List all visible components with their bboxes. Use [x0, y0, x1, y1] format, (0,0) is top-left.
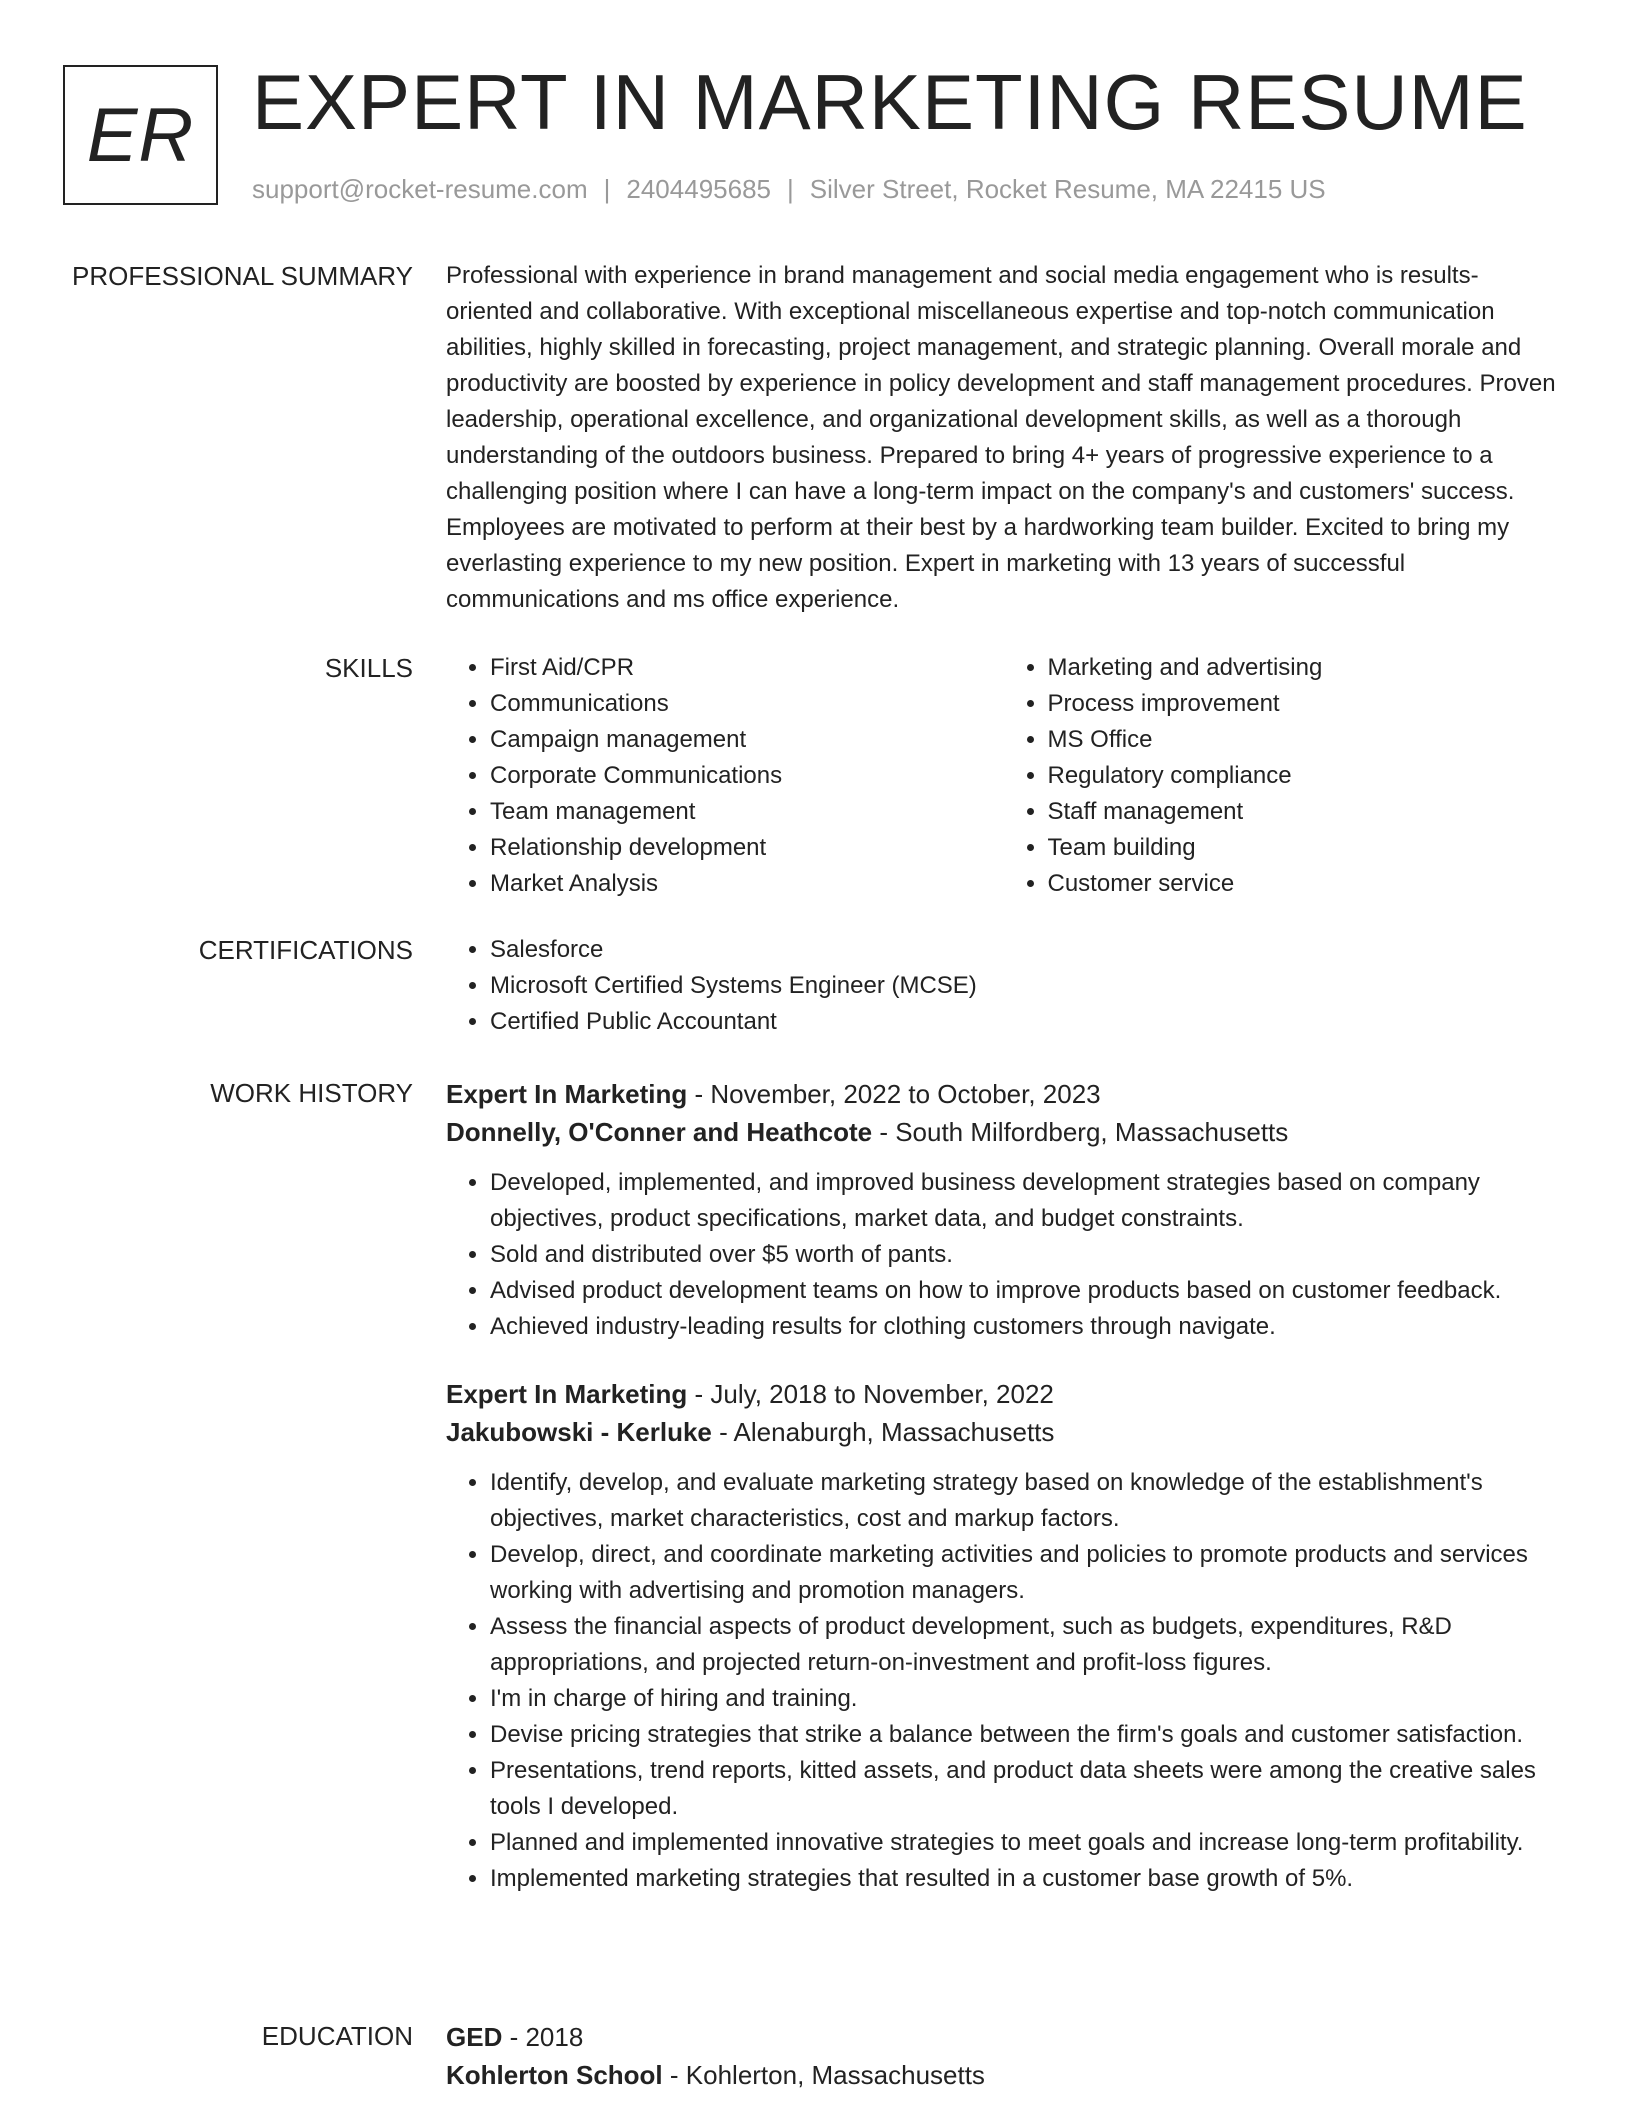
job-dates: - November, 2022 to October, 2023: [687, 1079, 1101, 1109]
skill-item: • Campaign management: [490, 722, 1004, 758]
job-company-line: [446, 1113, 1561, 1151]
certifications-heading: CERTIFICATIONS: [198, 935, 413, 965]
skills-list-right: [1004, 650, 1562, 902]
monogram-initials: ER: [86, 92, 195, 178]
education-degree-line: [446, 2018, 1561, 2056]
job-dates: - July, 2018 to November, 2022: [687, 1379, 1054, 1409]
education-body: [446, 2018, 1561, 2094]
skill-item: • Corporate Communications: [490, 758, 1004, 794]
resume-title: EXPERT IN MARKETING RESUME: [252, 58, 1528, 146]
skill-item: • Team building: [1048, 830, 1562, 866]
job-location: - Alenaburgh, Massachusetts: [711, 1417, 1055, 1447]
summary-body: [446, 258, 1561, 618]
contact-line: [252, 174, 1326, 205]
certification-item: • Certified Public Accountant: [490, 1004, 1561, 1040]
job-duty-item: • Achieved industry-leading results for clothing customers through navigate.: [490, 1309, 1561, 1345]
contact-separator: |: [787, 174, 794, 204]
job-duties-list: [446, 1465, 1561, 1897]
education-year: - 2018: [502, 2022, 584, 2052]
job-duty-item: • Assess the financial aspects of product development, such as budgets, expenditures, R&D appropriations, and projected return-on-investment and profit-loss figures.: [490, 1609, 1561, 1681]
skill-item: • MS Office: [1048, 722, 1562, 758]
certifications-list: [446, 932, 1561, 1040]
job-duty-item: • I'm in charge of hiring and training.: [490, 1681, 1561, 1717]
skill-item: • First Aid/CPR: [490, 650, 1004, 686]
education-school: Kohlerton School: [446, 2060, 663, 2090]
job-company: Jakubowski - Kerluke: [446, 1417, 712, 1447]
job-duties-list: [446, 1165, 1561, 1345]
job-duty-item: • Devise pricing strategies that strike a balance between the firm's goals and customer satisfaction.: [490, 1717, 1561, 1753]
summary-text: Professional with experience in brand management and social media engagement who is results-oriented and collaborative. With exceptional miscellaneous expertise and top-notch communication abilities, highly skilled in forecasting, project management, and strategic planning. Overall morale and productivity are boosted by experience in policy development and staff management procedures. Proven leadership, operational excellence, and organizational development skills, as well as a thorough understanding of the outdoors business. Prepared to bring 4+ years of progressive experience to a challenging position where I can have a long-term impact on the company's and customers' success. Employees are motivated to perform at their best by a hardworking team builder. Excited to bring my everlasting experience to my new position. Expert in marketing with 13 years of successful communications and ms office experience.: [446, 262, 1556, 613]
skills-list-left: [446, 650, 1004, 902]
job-duty-item: • Developed, implemented, and improved business development strategies based on company objectives, product specifications, market data, and budget constraints.: [490, 1165, 1561, 1237]
job-duty-item: • Identify, develop, and evaluate marketing strategy based on knowledge of the establishment's objectives, market characteristics, cost and markup factors.: [490, 1465, 1561, 1537]
contact-phone: 2404495685: [626, 174, 771, 204]
education-location: - Kohlerton, Massachusetts: [662, 2060, 985, 2090]
job-duty-item: • Sold and distributed over $5 worth of pants.: [490, 1237, 1561, 1273]
certifications-body: [446, 932, 1561, 1040]
skill-item: • Regulatory compliance: [1048, 758, 1562, 794]
certification-item: • Salesforce: [490, 932, 1561, 968]
job-title: Expert In Marketing: [446, 1379, 688, 1409]
education-school-line: [446, 2056, 1561, 2094]
job-entry: [446, 1075, 1561, 1345]
job-company: Donnelly, O'Conner and Heathcote: [446, 1117, 873, 1147]
education-degree: GED: [446, 2022, 503, 2052]
work-history-body: [446, 1075, 1561, 1897]
skill-item: • Process improvement: [1048, 686, 1562, 722]
summary-heading: PROFESSIONAL SUMMARY: [72, 261, 413, 291]
skill-item: • Staff management: [1048, 794, 1562, 830]
job-location: - South Milfordberg, Massachusetts: [872, 1117, 1289, 1147]
skill-item: • Marketing and advertising: [1048, 650, 1562, 686]
job-title-line: [446, 1375, 1561, 1413]
skill-item: • Market Analysis: [490, 866, 1004, 902]
job-title-line: [446, 1075, 1561, 1113]
skills-body: [446, 650, 1561, 902]
job-duty-item: • Advised product development teams on how to improve products based on customer feedback.: [490, 1273, 1561, 1309]
certification-item: • Microsoft Certified Systems Engineer (MCSE): [490, 968, 1561, 1004]
skills-heading: SKILLS: [324, 653, 413, 683]
work-history-heading: WORK HISTORY: [210, 1078, 413, 1108]
job-duty-item: • Planned and implemented innovative strategies to meet goals and increase long-term profitability.: [490, 1825, 1561, 1861]
contact-email: support@rocket-resume.com: [252, 174, 588, 204]
education-heading: EDUCATION: [261, 2021, 413, 2051]
job-company-line: [446, 1413, 1561, 1451]
job-duty-item: • Presentations, trend reports, kitted assets, and product data sheets were among the creative sales tools I developed.: [490, 1753, 1561, 1825]
contact-separator: |: [603, 174, 611, 204]
skill-item: • Customer service: [1048, 866, 1562, 902]
job-entry: [446, 1375, 1561, 1897]
contact-address: Silver Street, Rocket Resume, MA 22415 US: [809, 174, 1326, 204]
skill-item: • Communications: [490, 686, 1004, 722]
skill-item: • Team management: [490, 794, 1004, 830]
job-duty-item: • Implemented marketing strategies that resulted in a customer base growth of 5%.: [490, 1861, 1561, 1897]
skill-item: • Relationship development: [490, 830, 1004, 866]
monogram-badge: [63, 65, 218, 205]
job-duty-item: • Develop, direct, and coordinate marketing activities and policies to promote products and services working with advertising and promotion managers.: [490, 1537, 1561, 1609]
job-title: Expert In Marketing: [446, 1079, 688, 1109]
